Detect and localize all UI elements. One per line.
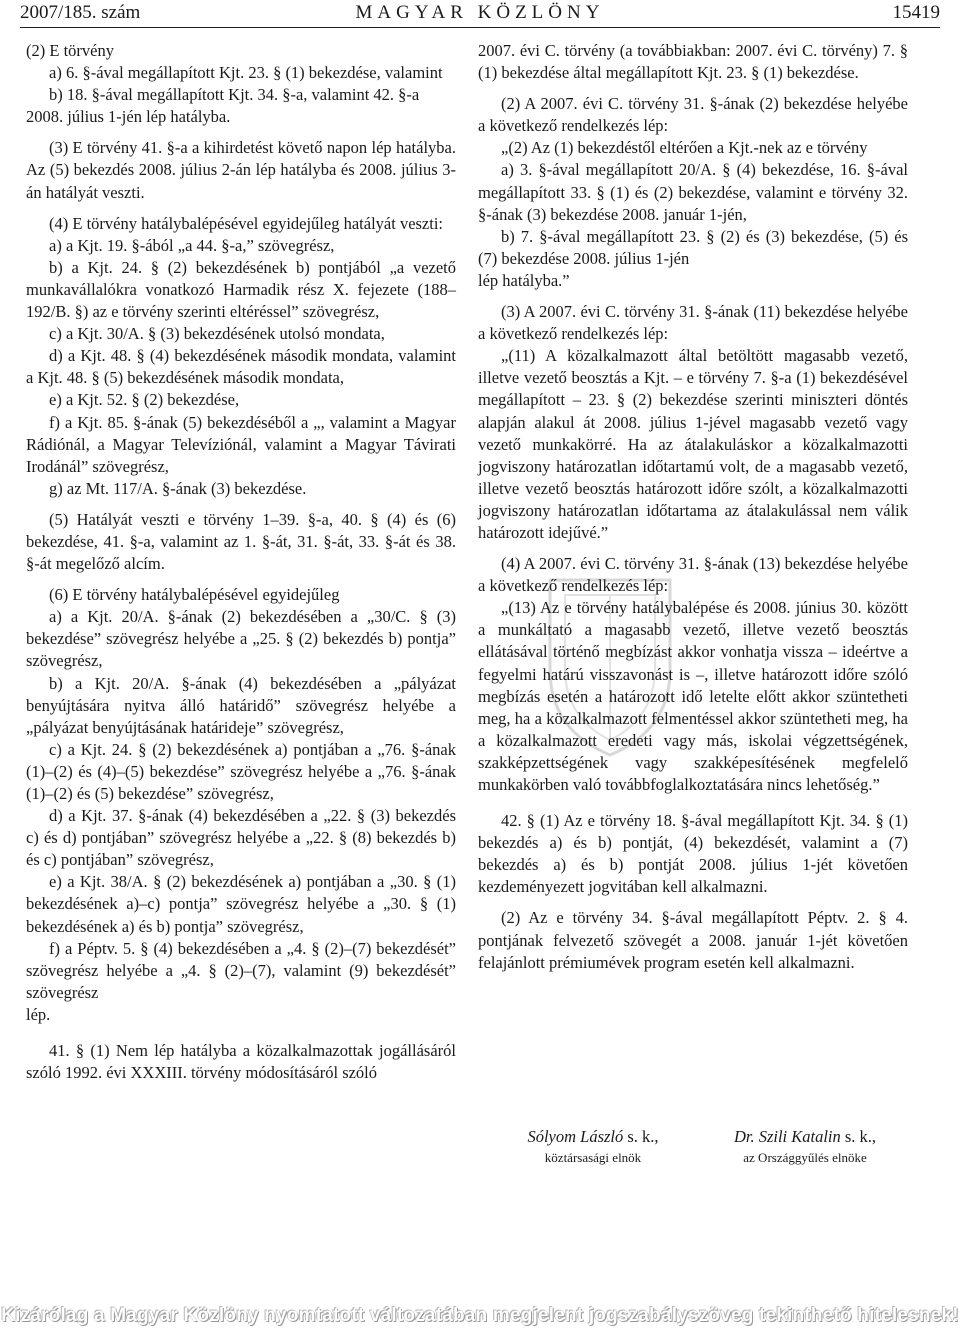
paragraph: „(2) Az (1) bekezdéstől eltérően a Kjt.-nek az e törvény — [501, 138, 868, 158]
signatory-role: köztársasági elnök — [544, 1150, 642, 1165]
header-rule — [20, 27, 940, 28]
left-column — [26, 40, 456, 1084]
authenticity-watermark: Kizárólag a Magyar Közlöny nyomtatott változatában megjelent jogszabályszöveg tekinthető hitelesnek! — [1, 1305, 959, 1326]
issue-number: 2007/185. szám — [20, 2, 141, 23]
page-header — [20, 0, 940, 26]
paragraph: a) 6. §-ával megállapított Kjt. 23. § (1) bekezdése, valamint — [49, 63, 443, 83]
signatory-role: az Országgyűlés elnöke — [743, 1150, 867, 1165]
signatory-name: Sólyom László — [527, 1127, 624, 1146]
paragraph: d) a Kjt. 48. § (4) bekezdésének második mondata, valamint a Kjt. 48. § (5) bekezdésének második mondata, — [26, 346, 456, 388]
paragraph: a) a Kjt. 19. §-ából „a 44. §-a,” szövegrész, — [49, 235, 335, 255]
signature-speaker — [690, 1126, 920, 1168]
paragraph: (2) Az e törvény 34. §-ával megállapított Péptv. 2. § 4. pontjának felvezető szövegét a 2008. január 1-jét követően felajánlott prémiumévek program esetén kell alkalmazni. — [478, 908, 908, 972]
paragraph: c) a Kjt. 24. § (2) bekezdésének a) pontjában a „76. §-ának (1)–(2) és (4)–(5) bekezdése” szövegrész helyébe a „76. §-ának (1)–(2) és (5) bekezdése” szövegrész, — [26, 739, 456, 803]
paragraph: b) a Kjt. 20/A. §-ának (4) bekezdésében a „pályázat benyújtására nyitva álló határidő” szövegrész helyébe a „pályázat benyújtásának határideje” szövegrész, — [26, 673, 456, 737]
page-number: 15419 — [892, 2, 940, 23]
paragraph: 2007. évi C. törvény (a továbbiakban: 2007. évi C. törvény) 7. § (1) bekezdése által megállapított Kjt. 23. § (1) bekezdése. — [478, 41, 908, 83]
signatory-suffix: s. k., — [840, 1127, 877, 1146]
paragraph: 2008. július 1-jén lép hatályba. — [26, 107, 231, 127]
paragraph: e) a Kjt. 52. § (2) bekezdése, — [49, 390, 240, 410]
paragraph: d) a Kjt. 37. §-ának (4) bekezdésében a „22. § (3) bekezdés c) és d) pontjában” szövegrész helyébe a „22. § (8) bekezdés b) és c) pontjában” szövegrész, — [26, 806, 456, 870]
signature-president — [478, 1126, 708, 1168]
paragraph: (4) E törvény hatálybalépésével egyidejűleg hatályát veszti: — [49, 213, 444, 233]
paragraph: (2) A 2007. évi C. törvény 31. §-ának (2) bekezdése helyébe a következő rendelkezés lép: — [478, 94, 908, 136]
right-column — [478, 40, 908, 974]
paragraph: (5) Hatályát veszti e törvény 1–39. §-a, 40. § (4) és (6) bekezdése, 41. §-a, valamint az 1. §-át, 31. §-át, 33. §-át és 38. §-át megelőző alcím. — [26, 509, 456, 574]
paragraph: e) a Kjt. 38/A. § (2) bekezdésének a) pontjában a „30. § (1) bekezdésének a)–c) pontja” szövegrész helyébe a „30. § (1) bekezdésének a) és b) pontja” szövegrész, — [26, 872, 456, 936]
paragraph: (3) A 2007. évi C. törvény 31. §-ának (11) bekezdése helyébe a következő rendelkezés lép: — [478, 302, 908, 344]
publication-title: MAGYAR KÖZLÖNY — [355, 2, 605, 23]
paragraph: „(13) Az e törvény hatálybalépése és 2008. június 30. között a munkáltató a magasabb vezető, illetve vezető beosztás ellátásával történő megbízást akkor vonhatja vissza – ideértve a fegyelmi határú visszavonást is –, illetve határozott időre szóló megbízás esetén a határozott idő letelte előtt akkor szüntetheti meg, ha a közalkalmazott felmentéssel akkor szüntetheti meg, ha a közalkalmazott eredeti vagy más, iskolai végzettségének, szakképzettségének vagy szakképesítésének megfelelő munkakörben való továbbfoglalkoztatására nincs lehetőség.” — [478, 598, 908, 794]
paragraph: (2) E törvény — [26, 41, 114, 60]
paragraph: a) a Kjt. 20/A. §-ának (2) bekezdésében a „30/C. § (3) bekezdése” szövegrész helyébe a „25. § (2) bekezdés b) pontja” szövegrész, — [26, 607, 456, 671]
paragraph: (3) E törvény 41. §-a a kihirdetést követő napon lép hatályba. Az (5) bekezdés 2008. július 2-án lép hatályba és 2008. július 3-án hatályát veszti. — [26, 138, 456, 202]
paragraph: lép hatályba.” — [478, 270, 570, 290]
section-41: 41. § (1) Nem lép hatályba a közalkalmazottak jogállásáról szóló 1992. évi XXXIII. törvény módosításáról szóló — [26, 1041, 456, 1083]
paragraph: „(11) A közalkalmazott által betöltött magasabb vezető, illetve vezető beosztás a Kjt. – e törvény 7. §-a (1) bekezdésével megállapított – 23. § (2) bekezdése szerinti miniszteri döntés alapján alakul át 2008. július 1-jével magasabb vezető vagy vezető munkakörré. Ha az átalakuláskor a közalkalmazotti jogviszony határozatlan időtartamú volt, de a magasabb vezető, illetve vezető beosztás határozott időre szólt, a közalkalmazotti jogviszony határozatlan időtartama az átalakulással nem válik határozott idejűvé.” — [478, 346, 908, 542]
paragraph: b) 18. §-ával megállapított Kjt. 34. §-a, valamint 42. §-a — [49, 85, 420, 105]
signatory-name: Dr. Szili Katalin — [733, 1127, 841, 1146]
paragraph: c) a Kjt. 30/A. § (3) bekezdésének utolsó mondata, — [49, 324, 385, 344]
paragraph: b) 7. §-ával megállapított 23. § (2) és (3) bekezdése, (5) és (7) bekezdése 2008. július 1-jén — [478, 226, 908, 268]
paragraph: f) a Kjt. 85. §-ának (5) bekezdéséből a „, valamint a Magyar Rádiónál, a Magyar Televíziónál, valamint a Magyar Távirati Irodánál” szövegrész, — [26, 412, 456, 476]
paragraph: f) a Péptv. 5. § (4) bekezdésében a „4. § (2)–(7) bekezdését” szövegrész helyébe a „4. § (2)–(7), valamint (9) bekezdését” szövegrész — [26, 938, 456, 1002]
signatory-suffix: s. k., — [623, 1127, 659, 1146]
paragraph: lép. — [26, 1004, 51, 1024]
section-42: 42. § (1) Az e törvény 18. §-ával megállapított Kjt. 34. § (1) bekezdés a) és b) pontját, (4) bekezdését, valamint a (7) bekezdés a) és b) pontját 2008. július 1-jét követően kezdeményezett jogvitában kell alkalmazni. — [478, 811, 908, 897]
paragraph: (6) E törvény hatálybalépésével egyidejűleg — [49, 585, 340, 605]
paragraph: (4) A 2007. évi C. törvény 31. §-ának (13) bekezdése helyébe a következő rendelkezés lép: — [478, 554, 908, 596]
paragraph: a) 3. §-ával megállapított 20/A. § (4) bekezdése, 16. §-ával megállapított 33. § (1) és (2) bekezdése, valamint e törvény 32. §-ának (3) bekezdése 2008. január 1-jén, — [478, 160, 908, 224]
paragraph: g) az Mt. 117/A. §-ának (3) bekezdése. — [49, 478, 307, 498]
paragraph: b) a Kjt. 24. § (2) bekezdésének b) pontjából „a vezető munkavállalókra vonatkozó Harmadik rész X. fejezete (188–192/B. §) az e törvény szerinti eltéréssel” szövegrész, — [26, 257, 456, 322]
